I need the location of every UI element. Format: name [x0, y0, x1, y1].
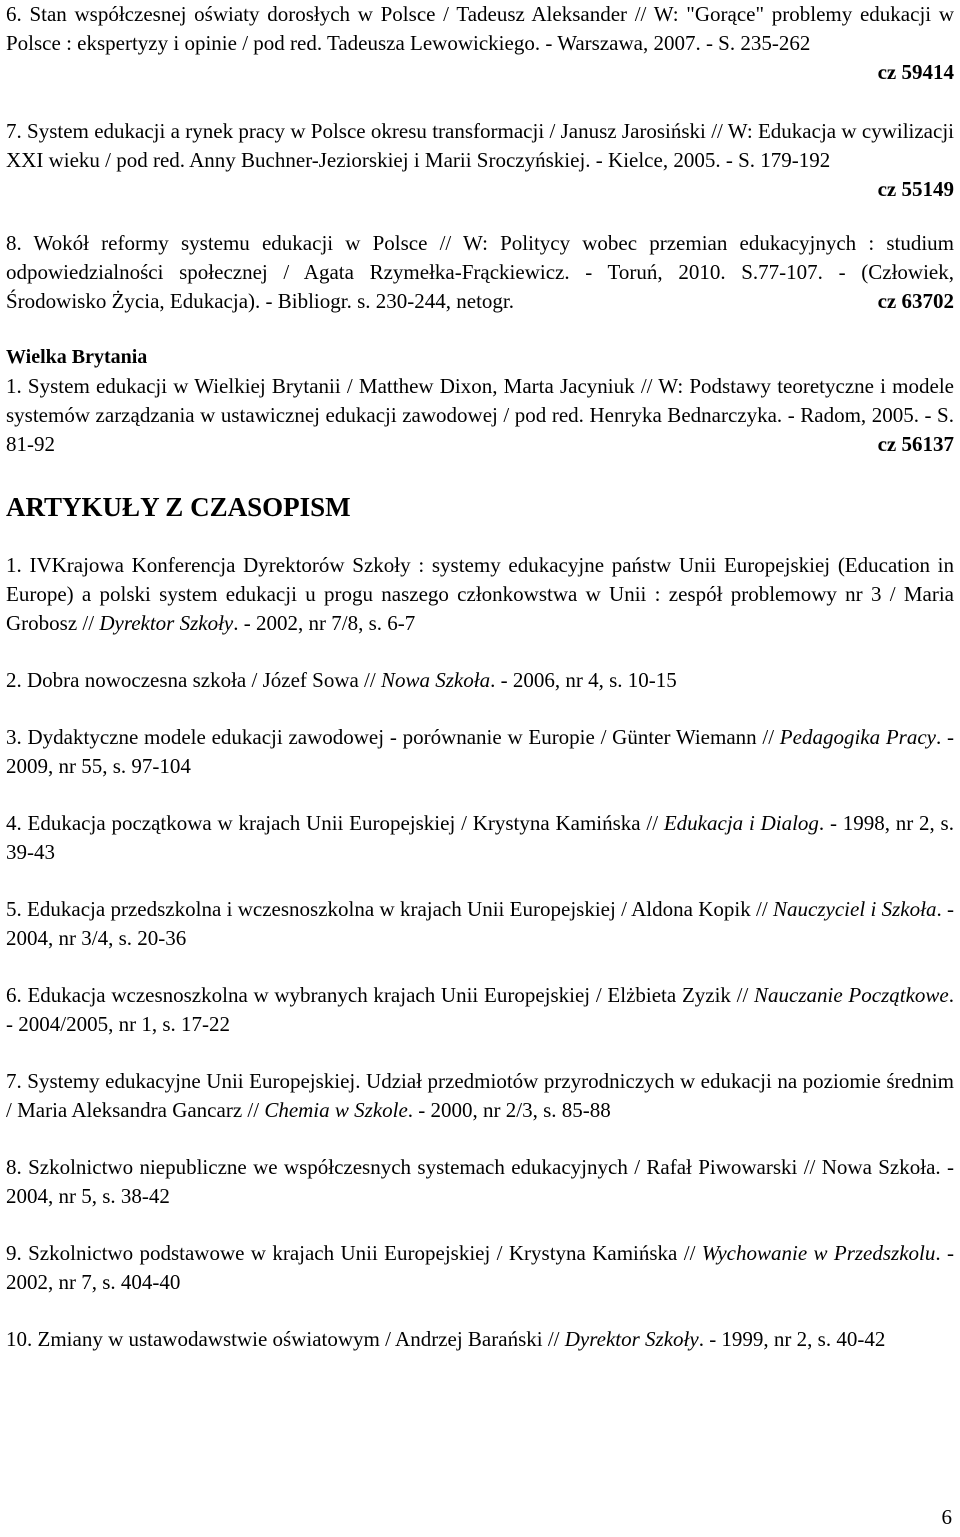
- articles-heading: ARTYKUŁY Z CZASOPISM: [6, 492, 351, 522]
- journal-title: Nauczyciel i Szkoła: [773, 897, 937, 921]
- article-item: [6, 809, 954, 867]
- article-details: . - 1999, nr 2, s. 40-42: [698, 1327, 886, 1351]
- article-details: . - 2006, nr 4, s. 10-15: [490, 668, 677, 692]
- article-text: 7. Systemy edukacyjne Unii Europejskiej. Udział przedmiotów przyrodniczych w edukacji na poziomie średnim / Maria Aleksandra Gancarz //: [6, 1069, 954, 1122]
- book-entry-8: [6, 229, 954, 316]
- article-details: . - 2000, nr 2/3, s. 85-88: [407, 1098, 611, 1122]
- article-details: . - 1998, nr 2, s. 39-43: [6, 811, 954, 864]
- section-uk: [6, 343, 954, 459]
- journal-title: Pedagogika Pracy: [779, 725, 936, 749]
- call-number: cz 59414: [877, 60, 954, 84]
- articles-list: [6, 551, 954, 1354]
- article-item: [6, 723, 954, 781]
- article-details: . - 2009, nr 55, s. 97-104: [6, 725, 954, 778]
- article-text: 2. Dobra nowoczesna szkoła / Józef Sowa //: [6, 668, 381, 692]
- call-number: cz 56137: [877, 432, 954, 456]
- article-details: . - 2004/2005, nr 1, s. 17-22: [6, 983, 954, 1036]
- journal-title: Dyrektor Szkoły: [564, 1327, 699, 1351]
- journal-title: Chemia w Szkole: [264, 1098, 408, 1122]
- article-text: 1. IVKrajowa Konferencja Dyrektorów Szkoły : systemy edukacyjne państw Unii Europejskiej (Education in Europe) a polski system edukacji u progu naszego członkowstwa w Unii : zespół problemowy nr 3 / Maria Grobosz //: [6, 553, 954, 635]
- book-entry-text: 6. Stan współczesnej oświaty dorosłych w Polsce / Tadeusz Aleksander // W: "Gorące" problemy edukacji w Polsce : ekspertyzy i opinie / pod red. Tadeusza Lewowickiego. - Warszawa, 2007. - S. 235-262: [6, 2, 954, 55]
- article-details: . - 2004, nr 3/4, s. 20-36: [6, 897, 955, 950]
- journal-title: Dyrektor Szkoły: [99, 611, 234, 635]
- article-item: [6, 1153, 954, 1211]
- article-item: [6, 1325, 954, 1354]
- article-text: 10. Zmiany w ustawodawstwie oświatowym / Andrzej Barański //: [6, 1327, 565, 1351]
- journal-title: Nauczanie Początkowe: [754, 983, 949, 1007]
- article-item: [6, 1067, 954, 1125]
- journal-title: Edukacja i Dialog: [663, 811, 819, 835]
- journal-title: Nowa Szkoła: [380, 668, 491, 692]
- article-details: . - 2002, nr 7/8, s. 6-7: [233, 611, 416, 635]
- article-item: [6, 1239, 954, 1297]
- article-text: 8. Szkolnictwo niepubliczne we współczesnych systemach edukacyjnych / Rafał Piwowarski // Nowa Szkoła. - 2004, nr 5, s. 38-42: [6, 1155, 954, 1208]
- page-number: 6: [941, 1505, 952, 1529]
- book-entry-6: [6, 0, 954, 84]
- article-text: 3. Dydaktyczne modele edukacji zawodowej - porównanie w Europie / Günter Wiemann //: [6, 725, 780, 749]
- article-item: [6, 981, 954, 1039]
- book-entry-text: 7. System edukacji a rynek pracy w Polsce okresu transformacji / Janusz Jarosiński // W: Edukacja w cywilizacji XXI wieku / pod red. Anny Buchner-Jeziorskiej i Marii Sroczyńskiej. - Kielce, 2005. - S. 179-192: [6, 119, 954, 172]
- call-number: cz 63702: [877, 289, 954, 313]
- article-details: . - 2002, nr 7, s. 404-40: [6, 1241, 954, 1294]
- book-entry-text: 8. Wokół reformy systemu edukacji w Polsce // W: Politycy wobec przemian edukacyjnych : studium odpowiedzialności społecznej / Agata Rzymełka-Frąckiewicz. - Toruń, 2010. S.77-107. - (Człowiek, Środowisko Życia, Edukacja). - Bibliogr. s. 230-244, netogr.: [6, 231, 954, 313]
- article-text: 9. Szkolnictwo podstawowe w krajach Unii Europejskiej / Krystyna Kamińska //: [6, 1241, 702, 1265]
- article-item: [6, 895, 954, 953]
- call-number: cz 55149: [877, 177, 954, 201]
- book-entry-7: [6, 117, 954, 201]
- article-text: 5. Edukacja przedszkolna i wczesnoszkolna w krajach Unii Europejskiej / Aldona Kopik //: [6, 897, 774, 921]
- article-item: [6, 666, 954, 695]
- article-item: [6, 551, 954, 638]
- section-heading: Wielka Brytania: [6, 346, 148, 368]
- journal-title: Wychowanie w Przedszkolu: [701, 1241, 936, 1265]
- book-entry-text: 1. System edukacji w Wielkiej Brytanii / Matthew Dixon, Marta Jacyniuk // W: Podstawy teoretyczne i modele systemów zarządzania w ustawicznej edukacji zawodowej / pod red. Henryka Bednarczyka. - Radom, 2005. - S. 81-92: [6, 374, 954, 456]
- article-text: 6. Edukacja wczesnoszkolna w wybranych krajach Unii Europejskiej / Elżbieta Zyzik //: [6, 983, 755, 1007]
- article-text: 4. Edukacja początkowa w krajach Unii Europejskiej / Krystyna Kamińska //: [6, 811, 664, 835]
